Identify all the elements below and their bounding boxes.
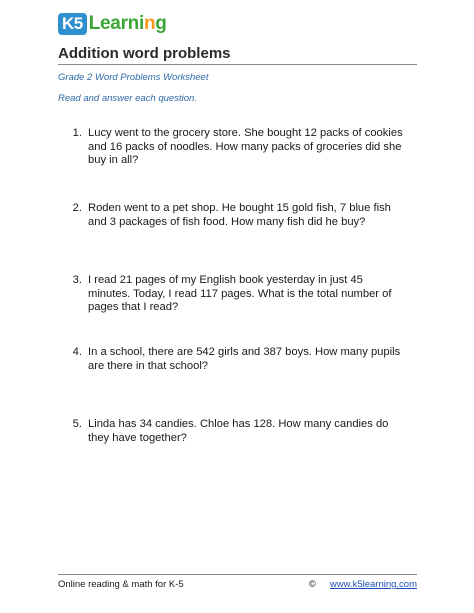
footer-copyright — [309, 579, 417, 590]
logo-badge: K5 — [58, 13, 87, 35]
question-item — [67, 274, 407, 315]
logo-word-accent: n — [143, 13, 156, 34]
question-text: Linda has 34 candies. Chloe has 128. How many candies do they have together? — [88, 418, 389, 444]
question-text: Lucy went to the grocery store. She bought 12 packs of cookies and 16 packs of noodles. How many packs of groceries did she buy in all? — [88, 127, 403, 166]
footer-divider — [58, 574, 417, 575]
logo-word-end: g — [155, 13, 167, 34]
logo-word-main: Learni — [88, 13, 144, 34]
question-number: 1. — [72, 127, 82, 139]
copyright-symbol: © — [308, 579, 316, 590]
logo-wordmark — [89, 13, 167, 35]
question-item — [67, 202, 407, 229]
question-text: I read 21 pages of my English book yesterday in just 45 minutes. Today, I read 117 pages. What is the total number of pages that I read? — [88, 274, 392, 313]
worksheet-title: Addition word problems — [58, 45, 231, 62]
question-item — [67, 127, 407, 168]
worksheet-instructions: Read and answer each question. — [58, 93, 197, 104]
question-item — [67, 418, 407, 445]
worksheet-subtitle: Grade 2 Word Problems Worksheet — [58, 72, 209, 83]
k5-learning-logo — [58, 11, 167, 37]
question-number: 4. — [72, 346, 82, 358]
question-item — [67, 346, 407, 373]
question-text: In a school, there are 542 girls and 387 boys. How many pupils are there in that school? — [88, 346, 401, 372]
footer-tagline: Online reading & math for K-5 — [58, 579, 184, 590]
question-text: Roden went to a pet shop. He bought 15 gold fish, 7 blue fish and 3 packages of fish food. How many fish did he buy? — [88, 202, 391, 228]
header-divider — [58, 64, 417, 65]
question-number: 5. — [72, 418, 82, 430]
website-link[interactable]: www.k5learning.com — [329, 579, 417, 590]
question-number: 2. — [72, 202, 82, 214]
question-number: 3. — [72, 274, 82, 286]
